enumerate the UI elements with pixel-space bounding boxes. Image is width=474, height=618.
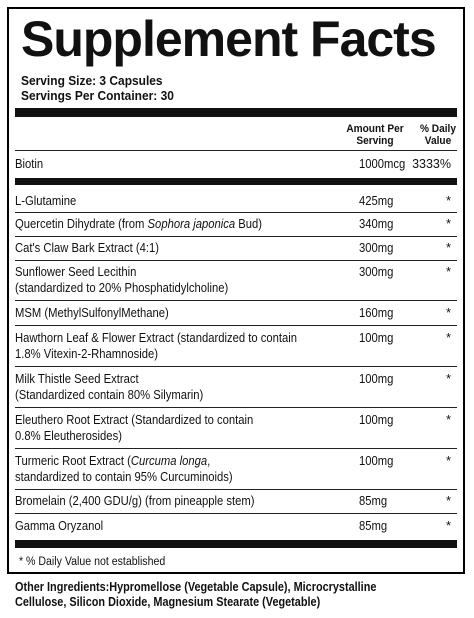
name-line: (standardized to 20% Phosphatidylcholine) xyxy=(15,281,229,295)
name-line: standardized to contain 95% Curcuminoids) xyxy=(15,470,233,484)
ingredient-dv: * xyxy=(446,217,451,231)
ingredient-name xyxy=(15,216,321,232)
row-rule xyxy=(15,489,457,490)
header-rule xyxy=(15,150,457,151)
thick-divider-bottom xyxy=(15,540,457,548)
ingredient-name xyxy=(15,330,321,362)
other-ingredients xyxy=(15,580,376,610)
name-text: Quercetin Dihydrate (from xyxy=(15,217,148,231)
amount-per-serving-header xyxy=(344,123,407,147)
ingredient-name: L-Glutamine xyxy=(15,194,77,208)
name-text: Turmeric Root Extract ( xyxy=(15,454,131,468)
ingredient-name: Gamma Oryzanol xyxy=(15,519,104,533)
name-italic: Curcuma longa xyxy=(130,454,208,468)
name-line: Eleuthero Root Extract (Standardized to contain xyxy=(15,413,254,427)
ingredient-dv: * xyxy=(446,241,451,255)
ingredient-amount: 100mg xyxy=(359,372,394,386)
ingredient-dv: * xyxy=(446,265,451,279)
other-ingredients-line: Cellulose, Silicon Dioxide, Magnesium Stearate (Vegetable) xyxy=(15,595,321,609)
name-line xyxy=(15,453,321,469)
name-line: Milk Thistle Seed Extract xyxy=(15,372,139,386)
thick-divider-middle xyxy=(15,178,457,185)
name-line: 0.8% Eleutherosides) xyxy=(15,429,122,443)
ingredient-dv: * xyxy=(446,372,451,386)
row-rule xyxy=(15,448,457,449)
name-text: , xyxy=(207,454,211,468)
ingredient-dv: * xyxy=(446,306,451,320)
ingredient-name xyxy=(15,371,321,403)
row-rule xyxy=(15,513,457,514)
ingredient-name: MSM (MethylSulfonylMethane) xyxy=(15,306,169,320)
supplement-facts-panel xyxy=(7,7,465,574)
row-rule xyxy=(15,407,457,408)
daily-value-header xyxy=(415,123,461,147)
ingredient-amount: 300mg xyxy=(359,265,394,279)
ingredient-amount: 85mg xyxy=(359,494,388,508)
ingredient-dv: * xyxy=(446,194,451,208)
ingredient-name xyxy=(15,453,321,485)
ingredient-amount: 160mg xyxy=(359,306,394,320)
name-text: Bud) xyxy=(235,217,263,231)
dv-header-line2: Value xyxy=(424,135,452,147)
row-rule xyxy=(15,325,457,326)
amount-header-line1: Amount Per xyxy=(346,123,404,135)
dv-header-line1: % Daily xyxy=(419,123,456,135)
name-line: Hawthorn Leaf & Flower Extract (standardized to contain xyxy=(15,331,298,345)
row-rule xyxy=(15,366,457,367)
ingredient-name: Biotin xyxy=(15,157,44,171)
row-rule xyxy=(15,260,457,261)
daily-value-footnote: * % Daily Value not established xyxy=(19,556,166,568)
ingredient-name: Cat's Claw Bark Extract (4:1) xyxy=(15,241,160,255)
ingredient-amount: 300mg xyxy=(359,241,394,255)
ingredient-name: Bromelain (2,400 GDU/g) (from pineapple stem) xyxy=(15,494,255,508)
thick-divider-top xyxy=(15,108,457,117)
ingredient-dv: * xyxy=(446,413,451,427)
row-rule xyxy=(15,236,457,237)
ingredient-amount: 100mg xyxy=(359,454,394,468)
ingredient-dv: * xyxy=(446,519,451,533)
ingredient-dv: * xyxy=(446,494,451,508)
ingredient-amount: 340mg xyxy=(359,217,394,231)
ingredient-amount: 85mg xyxy=(359,519,388,533)
ingredient-amount: 1000mcg xyxy=(359,157,406,171)
other-ingredients-line: Other Ingredients:Hypromellose (Vegetable Capsule), Microcrystalline xyxy=(15,580,377,594)
ingredient-name xyxy=(15,264,321,296)
ingredient-name xyxy=(15,412,321,444)
ingredient-dv: * xyxy=(446,331,451,345)
ingredient-amount: 425mg xyxy=(359,194,394,208)
row-rule xyxy=(15,300,457,301)
name-line: Sunflower Seed Lecithin xyxy=(15,265,137,279)
serving-size: Serving Size: 3 Capsules xyxy=(21,73,163,88)
amount-header-line2: Serving xyxy=(356,135,394,147)
row-rule xyxy=(15,212,457,213)
servings-per-container: Servings Per Container: 30 xyxy=(21,88,174,103)
ingredient-dv: 3333% xyxy=(412,157,451,171)
name-italic: Sophora japonica xyxy=(147,217,236,231)
panel-title: Supplement Facts xyxy=(21,11,436,67)
ingredient-amount: 100mg xyxy=(359,331,394,345)
name-line: (Standardized contain 80% Silymarin) xyxy=(15,388,204,402)
ingredient-dv: * xyxy=(446,454,451,468)
ingredient-amount: 100mg xyxy=(359,413,394,427)
name-line: 1.8% Vitexin-2-Rhamnoside) xyxy=(15,347,158,361)
